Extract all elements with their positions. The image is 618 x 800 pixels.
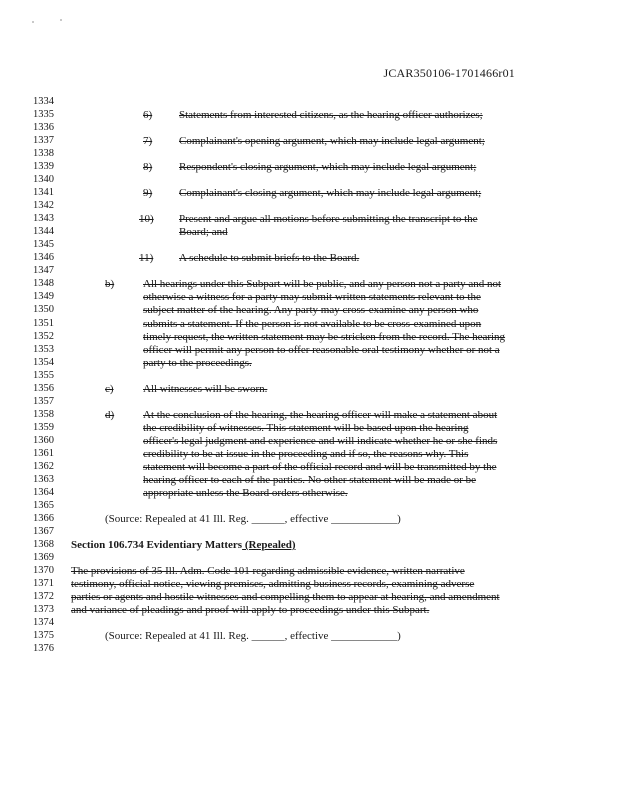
line-1338	[0, 148, 618, 160]
line-number: 1375	[33, 630, 54, 642]
line-1342	[0, 200, 618, 212]
item-label: 8)	[143, 161, 153, 174]
text-segment: party to the proceedings.	[143, 356, 252, 369]
line-text	[143, 331, 505, 343]
text-segment: At the conclusion of the hearing, the hearing officer will make a statement about	[143, 408, 498, 421]
item-label: 9)	[143, 187, 153, 200]
line-text	[143, 278, 501, 290]
item-label: c)	[105, 382, 114, 395]
text-segment: and variance of pleadings and proof will apply to proceedings under this Subpart.	[71, 604, 430, 617]
line-number: 1369	[33, 552, 54, 564]
text-segment: Statements from interested citizens, as the hearing officer authorizes;	[179, 109, 483, 122]
line-text	[143, 344, 500, 356]
line-number: 1338	[33, 148, 54, 160]
source-note	[105, 630, 401, 642]
line-number: 1345	[33, 239, 54, 251]
line-1365	[0, 500, 618, 512]
line-1372	[0, 591, 618, 603]
line-1376	[0, 643, 618, 655]
line-1349	[0, 291, 618, 303]
text-segment: Section 106.734 Evidentiary Matters	[71, 539, 243, 552]
line-1348	[0, 278, 618, 290]
line-1355	[0, 370, 618, 382]
text-segment: credibility to be at issue in the proceeding and if so, the reasons why. This	[143, 447, 469, 460]
text-segment: A schedule to submit briefs to the Board.	[179, 252, 360, 265]
line-1367	[0, 526, 618, 538]
line-1351	[0, 318, 618, 330]
line-number: 1359	[33, 421, 54, 433]
line-1371	[0, 578, 618, 590]
line-number: 1357	[33, 395, 54, 407]
line-number: 1342	[33, 200, 54, 212]
line-1334	[0, 96, 618, 108]
document-id-header: JCAR350106-1701466r01	[383, 66, 515, 80]
line-text	[143, 318, 481, 330]
line-number: 1343	[33, 213, 54, 225]
line-1353	[0, 344, 618, 356]
line-1344	[0, 226, 618, 238]
text-segment: timely request, the written statement may be stricken from the record. The hearing	[143, 330, 506, 343]
line-text	[143, 422, 468, 434]
line-number: 1370	[33, 565, 54, 577]
line-text	[71, 591, 500, 603]
line-1336	[0, 122, 618, 134]
line-number: 1341	[33, 187, 54, 199]
line-number: 1358	[33, 408, 54, 420]
line-text	[179, 252, 359, 264]
line-1345	[0, 239, 618, 251]
line-1343	[0, 213, 618, 225]
line-text	[179, 109, 483, 121]
line-number: 1354	[33, 356, 54, 368]
text-segment: the credibility of witnesses. This statement will be based upon the hearing	[143, 421, 469, 434]
line-number: 1339	[33, 161, 54, 173]
text-segment: subject matter of the hearing. Any party may cross-examine any person who	[143, 304, 479, 317]
text-segment: parties or agents and hostile witnesses and compelling them to appear at hearing, and amendment	[71, 591, 500, 604]
text-segment: (Source: Repealed at 41 Ill. Reg. ______, effective ____________)	[105, 630, 401, 643]
line-number: 1363	[33, 473, 54, 485]
text-segment: statement will become a part of the official record and will be transmitted by the	[143, 460, 497, 473]
line-number: 1367	[33, 525, 54, 537]
line-number: 1355	[33, 369, 54, 381]
line-number: 1336	[33, 122, 54, 134]
line-text	[71, 604, 429, 616]
line-1340	[0, 174, 618, 186]
line-text	[143, 291, 481, 303]
line-number: 1349	[33, 291, 54, 303]
item-label: 11)	[139, 252, 154, 265]
line-text	[179, 226, 228, 238]
line-number: 1356	[33, 382, 54, 394]
line-1364	[0, 487, 618, 499]
line-number: 1340	[33, 174, 54, 186]
line-number: 1372	[33, 591, 54, 603]
line-number: 1347	[33, 265, 54, 277]
text-segment: Present and argue all motions before submitting the transcript to the	[179, 213, 478, 226]
line-1359	[0, 422, 618, 434]
line-1339	[0, 161, 618, 173]
text-segment: officer will permit any person to offer reasonable oral testimony whether or not a	[143, 343, 500, 356]
line-text	[143, 304, 478, 316]
repealed-marker: (Repealed)	[242, 539, 296, 552]
line-number: 1361	[33, 447, 54, 459]
line-number: 1352	[33, 330, 54, 342]
line-text	[143, 461, 497, 473]
line-1370	[0, 565, 618, 577]
line-number: 1368	[33, 539, 54, 551]
line-text	[143, 435, 497, 447]
text-segment: (Source: Repealed at 41 Ill. Reg. ______, effective ____________)	[105, 512, 401, 525]
line-1358	[0, 409, 618, 421]
line-1374	[0, 617, 618, 629]
line-1350	[0, 304, 618, 316]
line-number: 1360	[33, 434, 54, 446]
line-number: 1346	[33, 252, 54, 264]
line-number: 1371	[33, 578, 54, 590]
line-1375	[0, 630, 618, 642]
line-1361	[0, 448, 618, 460]
item-label: 10)	[139, 213, 154, 226]
line-text	[143, 383, 267, 395]
line-1366	[0, 513, 618, 525]
scan-speck	[30, 18, 74, 26]
text-segment: appropriate unless the Board orders otherwise.	[143, 486, 348, 499]
line-1346	[0, 252, 618, 264]
line-number: 1335	[33, 109, 54, 121]
line-number: 1348	[33, 278, 54, 290]
line-number: 1353	[33, 343, 54, 355]
line-number: 1334	[33, 96, 54, 107]
line-number: 1365	[33, 499, 54, 511]
line-number: 1350	[33, 304, 54, 316]
line-text	[143, 448, 468, 460]
line-number: 1337	[33, 135, 54, 147]
line-1357	[0, 396, 618, 408]
text-segment: All hearings under this Subpart will be public, and any person not a party and not	[143, 278, 502, 291]
line-1373	[0, 604, 618, 616]
line-text	[71, 565, 465, 577]
text-segment: hearing officer to each of the parties. No other statement will be made or be	[143, 473, 477, 486]
line-number: 1373	[33, 604, 54, 616]
text-segment: Complainant's closing argument, which may include legal argument;	[179, 187, 482, 200]
text-segment: The provisions of 35 Ill. Adm. Code 101 regarding admissible evidence, written narrative	[71, 565, 465, 578]
item-label: b)	[105, 278, 115, 291]
item-label: 7)	[143, 135, 153, 148]
line-1337	[0, 135, 618, 147]
text-segment: otherwise a witness for a party may submit written statements relevant to the	[143, 291, 481, 304]
line-number: 1351	[33, 317, 54, 329]
line-text	[143, 487, 348, 499]
line-1341	[0, 187, 618, 199]
line-text	[179, 213, 478, 225]
line-number: 1362	[33, 460, 54, 472]
line-1347	[0, 265, 618, 277]
line-1356	[0, 383, 618, 395]
section-heading	[71, 539, 296, 551]
line-number: 1376	[33, 643, 54, 655]
text-segment: submits a statement. If the person is not available to be cross-examined upon	[143, 317, 482, 330]
line-text	[179, 161, 476, 173]
text-segment: Complainant's opening argument, which may include legal argument;	[179, 135, 485, 148]
line-text	[143, 357, 252, 369]
source-note	[105, 513, 401, 525]
line-1369	[0, 552, 618, 564]
line-1360	[0, 435, 618, 447]
line-number: 1364	[33, 486, 54, 498]
text-segment: Respondent's closing argument, which may include legal argument;	[179, 161, 477, 174]
line-text	[143, 409, 497, 421]
line-text	[71, 578, 474, 590]
line-1335	[0, 109, 618, 121]
line-text	[143, 474, 476, 486]
line-text	[179, 135, 485, 147]
text-segment: All witnesses will be sworn.	[143, 382, 268, 395]
line-1363	[0, 474, 618, 486]
line-1368	[0, 539, 618, 551]
text-segment: Board; and	[179, 226, 228, 239]
line-number: 1366	[33, 512, 54, 524]
line-1352	[0, 331, 618, 343]
text-segment: testimony, official notice, viewing premises, admitting business records, examining adverse	[71, 578, 475, 591]
item-label: 6)	[143, 109, 153, 122]
line-number: 1374	[33, 617, 54, 629]
line-number: 1344	[33, 226, 54, 238]
line-text	[179, 187, 481, 199]
line-1362	[0, 461, 618, 473]
line-1354	[0, 357, 618, 369]
item-label: d)	[105, 408, 115, 421]
text-segment: officer's legal judgment and experience and will indicate whether he or she finds	[143, 434, 498, 447]
